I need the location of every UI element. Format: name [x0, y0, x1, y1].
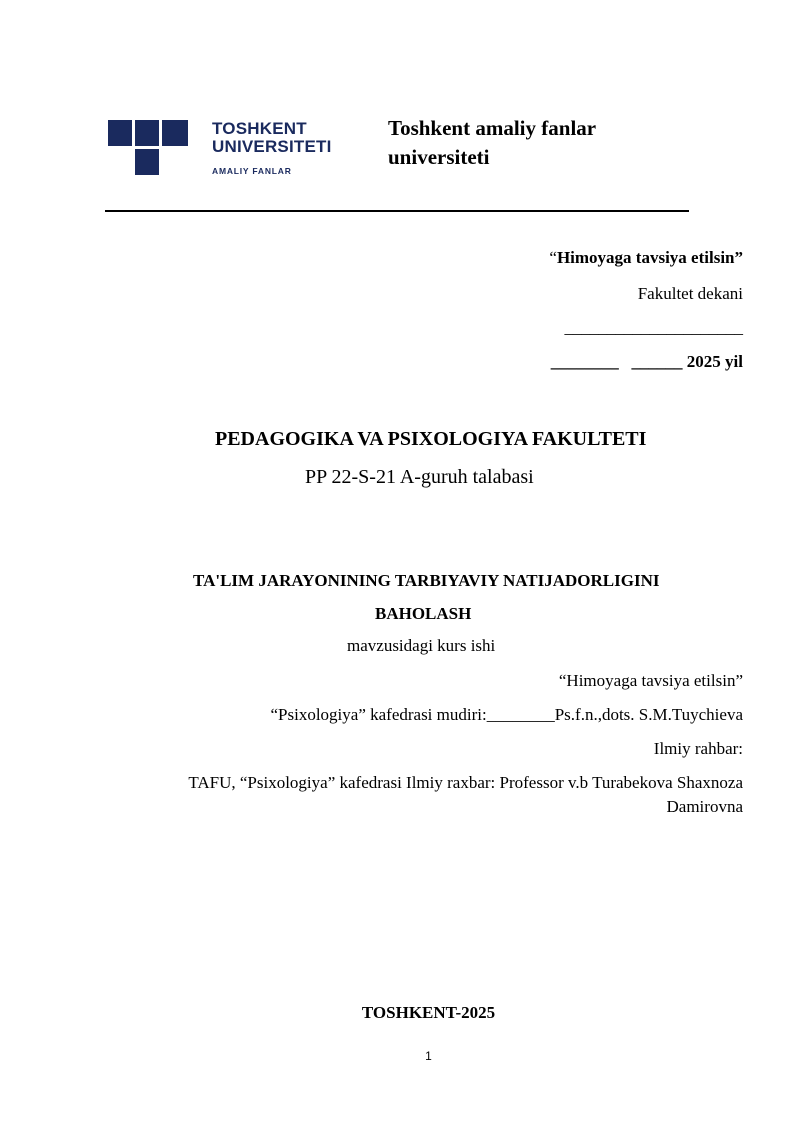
logo-square-3	[162, 120, 188, 146]
approval-role: Fakultet dekani	[637, 284, 743, 303]
topic-line2: BAHOLASH	[375, 604, 472, 623]
approval-title	[549, 248, 743, 268]
logo-text-amaliy-fanlar: AMALIY FANLAR	[212, 166, 292, 176]
approval-signature-line: _____________________	[564, 318, 743, 337]
footer-city-year: TOSHKENT-2025	[361, 1003, 496, 1022]
header-divider	[105, 210, 689, 212]
logo-square-4	[135, 149, 159, 175]
logo-square-2	[135, 120, 159, 146]
department-head: “Psixologiya” kafedrasi mudiri:________Ps.f.n.,dots. S.M.Tuychieva	[270, 705, 743, 724]
topic-line1: TA'LIM JARAYONINING TARBIYAVIY NATIJADORLIGINI	[193, 571, 660, 590]
university-name	[388, 114, 596, 172]
student-group: PP 22-S-21 A-guruh talabasi	[305, 466, 534, 488]
supervisor-label: Ilmiy rahbar:	[653, 739, 743, 758]
faculty-name: PEDAGOGIKA VA PSIXOLOGIYA FAKULTETI	[215, 428, 647, 450]
supervisor-line2: Damirovna	[666, 797, 743, 816]
approval-date-month: ______	[631, 352, 683, 371]
approval-date	[551, 352, 743, 372]
supervisor-line1: TAFU, “Psixologiya” kafedrasi Ilmiy raxbar: Professor v.b Turabekova Shaxnoza	[188, 773, 743, 792]
topic-subtitle: mavzusidagi kurs ishi	[347, 636, 496, 655]
university-name-line1: Toshkent amaliy fanlar	[388, 116, 597, 140]
recommendation-text: “Himoyaga tavsiya etilsin”	[558, 671, 743, 690]
page-number: 1	[425, 1049, 432, 1063]
university-logo	[108, 120, 348, 182]
logo-text-toshkent: TOSHKENT	[212, 119, 307, 138]
approval-year: 2025 yil	[686, 352, 743, 371]
logo-square-1	[108, 120, 132, 146]
approval-date-day: ________	[550, 352, 619, 371]
university-name-line2: universiteti	[388, 145, 490, 169]
logo-text-universiteti: UNIVERSITETI	[212, 137, 332, 156]
approval-quote-open: “	[549, 248, 557, 267]
approval-title-text: Himoyaga tavsiya etilsin”	[556, 248, 743, 267]
